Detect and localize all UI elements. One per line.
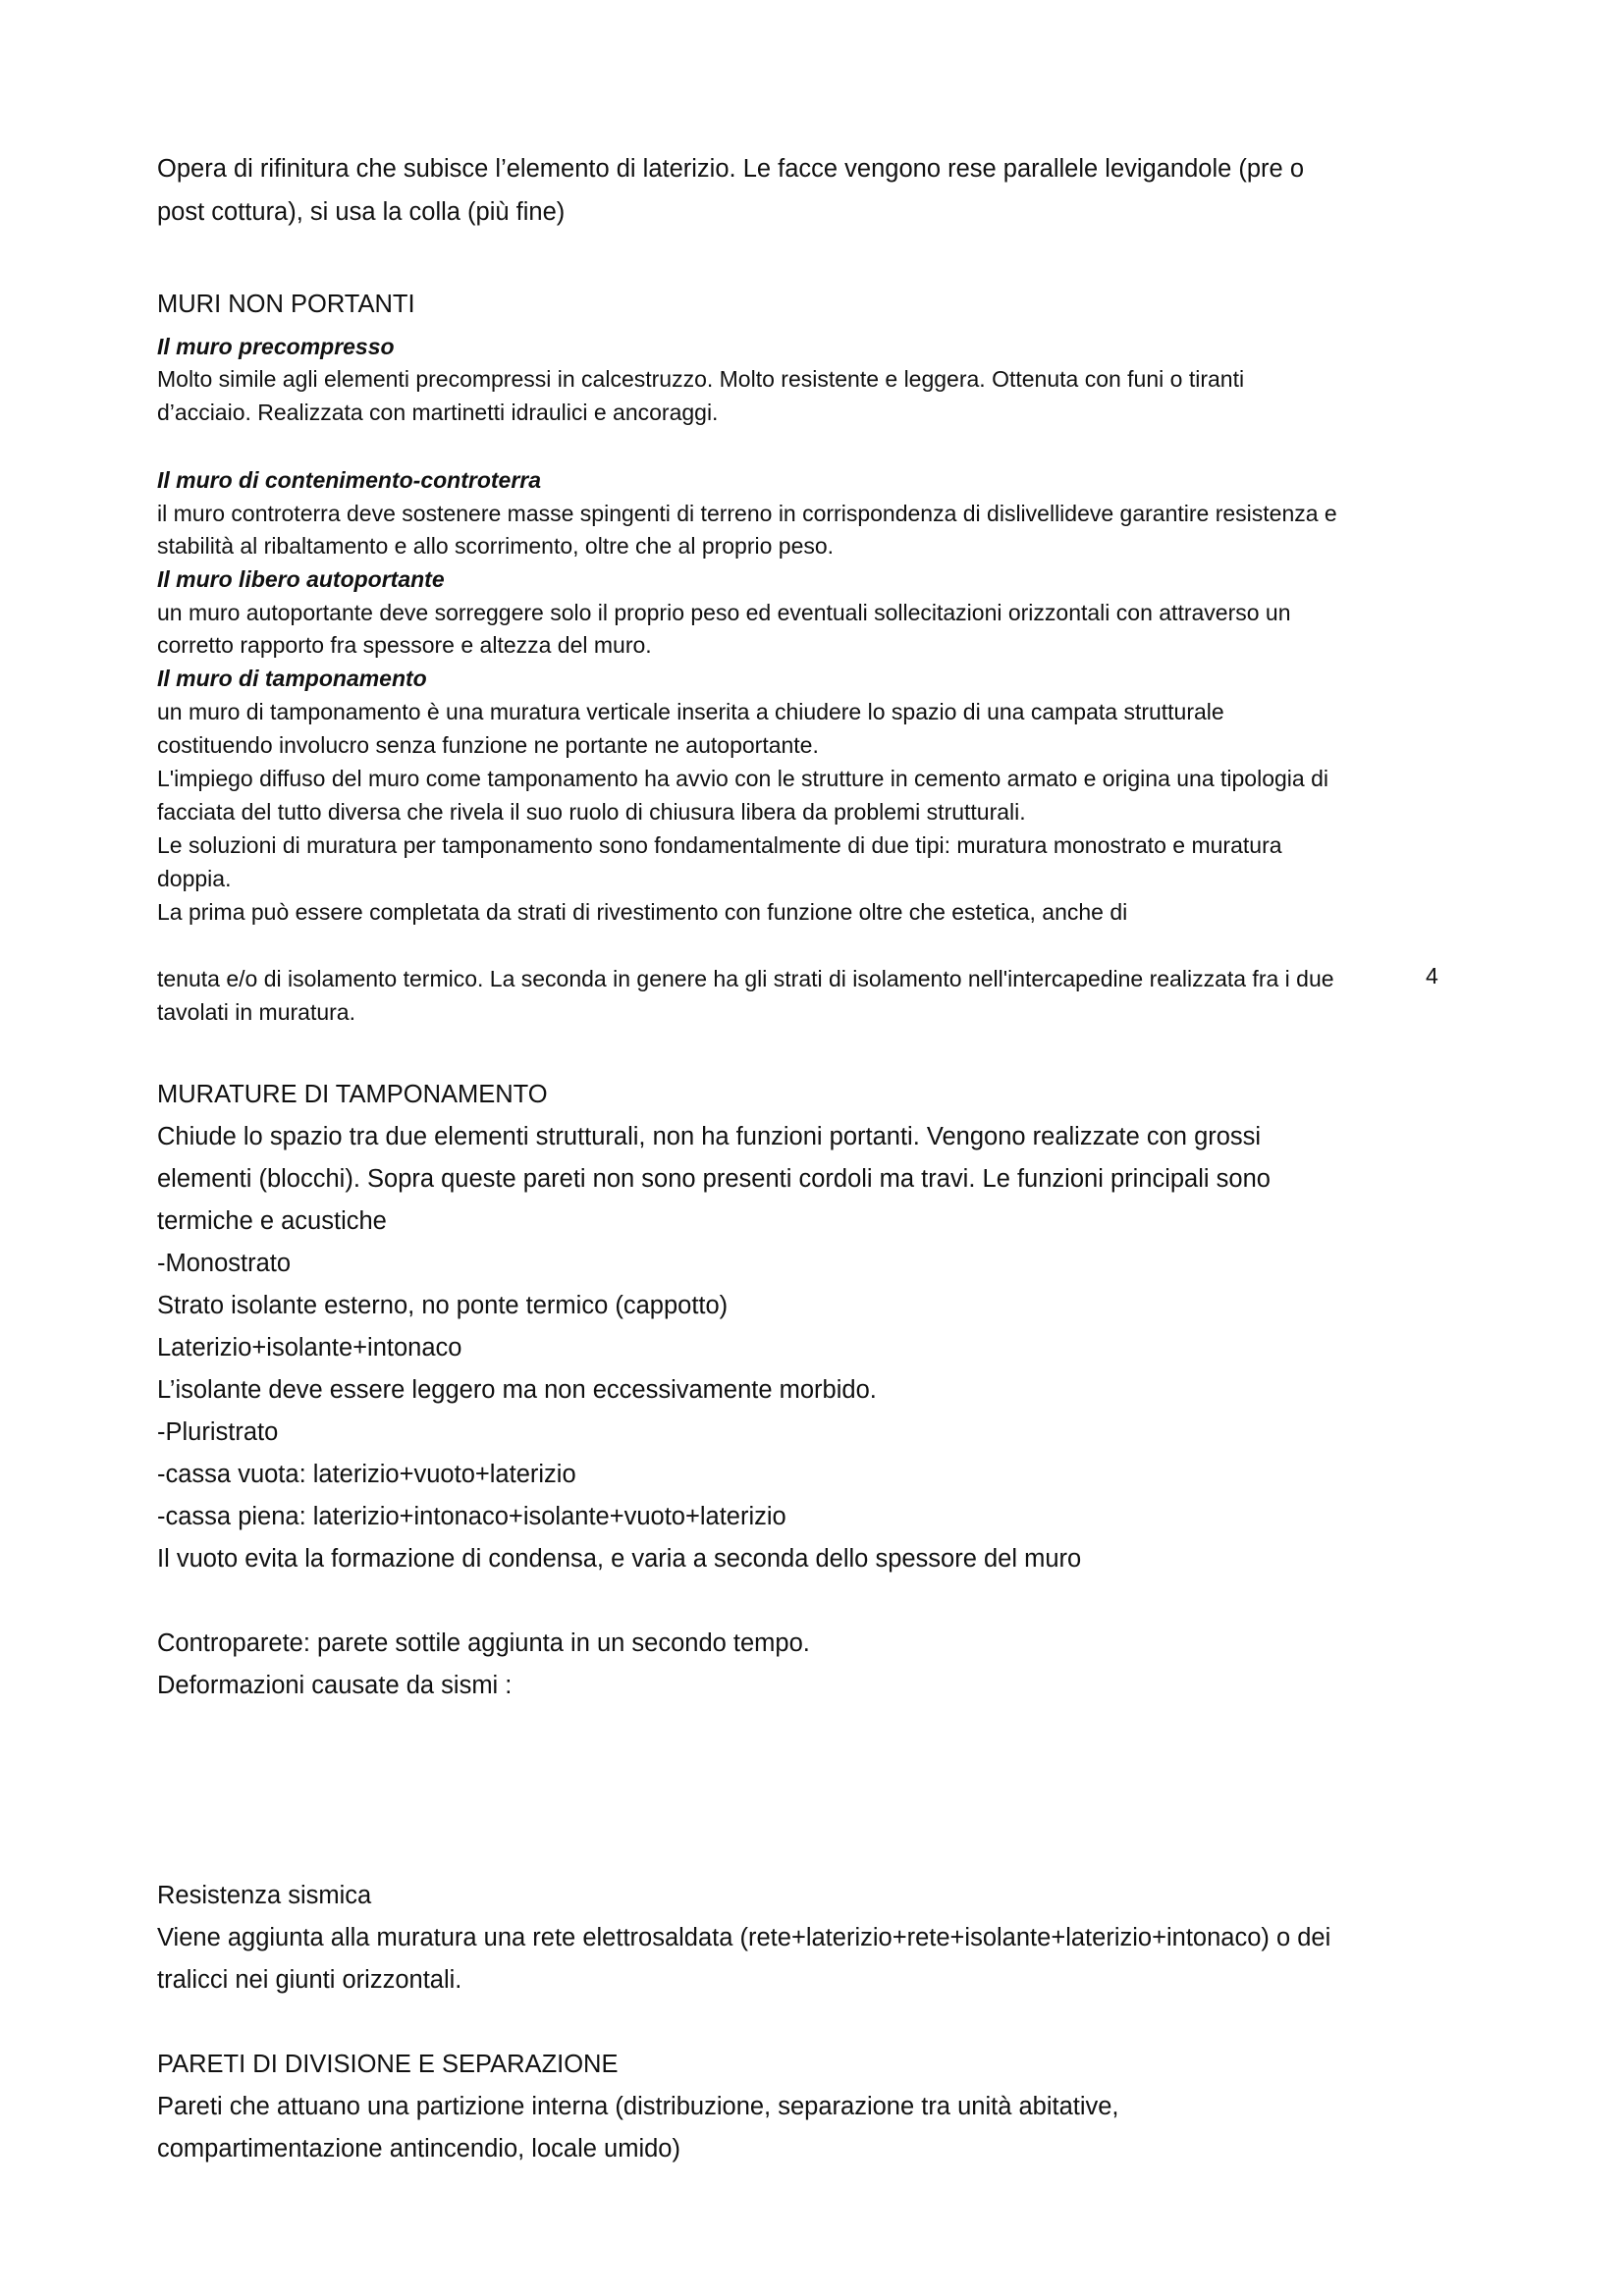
section-heading-muri-non-portanti: MURI NON PORTANTI	[157, 291, 415, 318]
section-heading-resistenza-sismica: Resistenza sismica	[157, 1882, 372, 1909]
subheading-muro-autoportante: Il muro libero autoportante	[157, 566, 445, 592]
paragraph-line: tralicci nei giunti orizzontali.	[157, 1966, 462, 1994]
section-heading-pareti-divisione: PARETI DI DIVISIONE E SEPARAZIONE	[157, 2051, 619, 2078]
paragraph-line: stabilità al ribaltamento e allo scorrimento, oltre che al proprio peso.	[157, 533, 835, 559]
list-item: -Pluristrato	[157, 1418, 279, 1446]
paragraph-line: L’isolante deve essere leggero ma non eccessivamente morbido.	[157, 1376, 877, 1404]
paragraph-line: compartimentazione antincendio, locale umido)	[157, 2135, 680, 2163]
list-item: -cassa vuota: laterizio+vuoto+laterizio	[157, 1461, 576, 1488]
section-heading-murature-tamponamento: MURATURE DI TAMPONAMENTO	[157, 1081, 548, 1108]
paragraph-line: Molto simile agli elementi precompressi in calcestruzzo. Molto resistente e leggera. Ottenuta con funi o tiranti	[157, 366, 1245, 392]
page-number: 4	[1426, 963, 1438, 988]
paragraph-line: il muro controterra deve sostenere masse spingenti di terreno in corrispondenza di dislivellideve garantire resistenza e	[157, 501, 1337, 526]
deformazioni-line: Deformazioni causate da sismi :	[157, 1672, 513, 1699]
paragraph-line: costituendo involucro senza funzione ne portante ne autoportante.	[157, 732, 819, 758]
paragraph-line: doppia.	[157, 866, 232, 891]
paragraph-line: La prima può essere completata da strati di rivestimento con funzione oltre che estetica, anche di	[157, 899, 1128, 925]
paragraph-line: Laterizio+isolante+intonaco	[157, 1334, 462, 1362]
paragraph-line: Strato isolante esterno, no ponte termico (cappotto)	[157, 1292, 729, 1319]
paragraph-line: Il vuoto evita la formazione di condensa, e varia a seconda dello spessore del muro	[157, 1545, 1082, 1573]
paragraph-line: L'impiego diffuso del muro come tamponamento ha avvio con le strutture in cemento armato e origina una tipologia di	[157, 766, 1328, 791]
subheading-muro-precompresso: Il muro precompresso	[157, 334, 395, 359]
paragraph-line: termiche e acustiche	[157, 1207, 387, 1235]
subheading-muro-contenimento: Il muro di contenimento-controterra	[157, 467, 542, 493]
paragraph-line: facciata del tutto diversa che rivela il suo ruolo di chiusura libera da problemi strutturali.	[157, 799, 1026, 825]
intro-line-2: post cottura), si usa la colla (più fine)	[157, 198, 566, 226]
paragraph-line: un muro autoportante deve sorreggere solo il proprio peso ed eventuali sollecitazioni orizzontali con attraverso un	[157, 600, 1291, 625]
paragraph-line: elementi (blocchi). Sopra queste pareti non sono presenti cordoli ma travi. Le funzioni principali sono	[157, 1165, 1271, 1193]
list-item: -cassa piena: laterizio+intonaco+isolante+vuoto+laterizio	[157, 1503, 786, 1530]
paragraph-line: Chiude lo spazio tra due elementi strutturali, non ha funzioni portanti. Vengono realizzate con grossi	[157, 1123, 1262, 1150]
paragraph-line: d’acciaio. Realizzata con martinetti idraulici e ancoraggi.	[157, 400, 719, 425]
paragraph-line: Le soluzioni di muratura per tamponamento sono fondamentalmente di due tipi: muratura monostrato e muratura	[157, 832, 1282, 858]
paragraph-line: tenuta e/o di isolamento termico. La seconda in genere ha gli strati di isolamento nell'intercapedine realizzata fra i due	[157, 966, 1334, 991]
paragraph-line: un muro di tamponamento è una muratura verticale inserita a chiudere lo spazio di una campata strutturale	[157, 699, 1224, 724]
paragraph-line: corretto rapporto fra spessore e altezza del muro.	[157, 632, 652, 658]
controparete-line: Controparete: parete sottile aggiunta in un secondo tempo.	[157, 1629, 810, 1657]
intro-line-1: Opera di rifinitura che subisce l’elemento di laterizio. Le facce vengono rese parallele levigandole (pre o	[157, 155, 1304, 183]
list-item: -Monostrato	[157, 1250, 292, 1277]
paragraph-line: Pareti che attuano una partizione interna (distribuzione, separazione tra unità abitative,	[157, 2093, 1119, 2120]
paragraph-line: tavolati in muratura.	[157, 999, 355, 1025]
subheading-muro-tamponamento: Il muro di tamponamento	[157, 666, 427, 691]
paragraph-line: Viene aggiunta alla muratura una rete elettrosaldata (rete+laterizio+rete+isolante+laterizio+intonaco) o dei	[157, 1924, 1331, 1951]
